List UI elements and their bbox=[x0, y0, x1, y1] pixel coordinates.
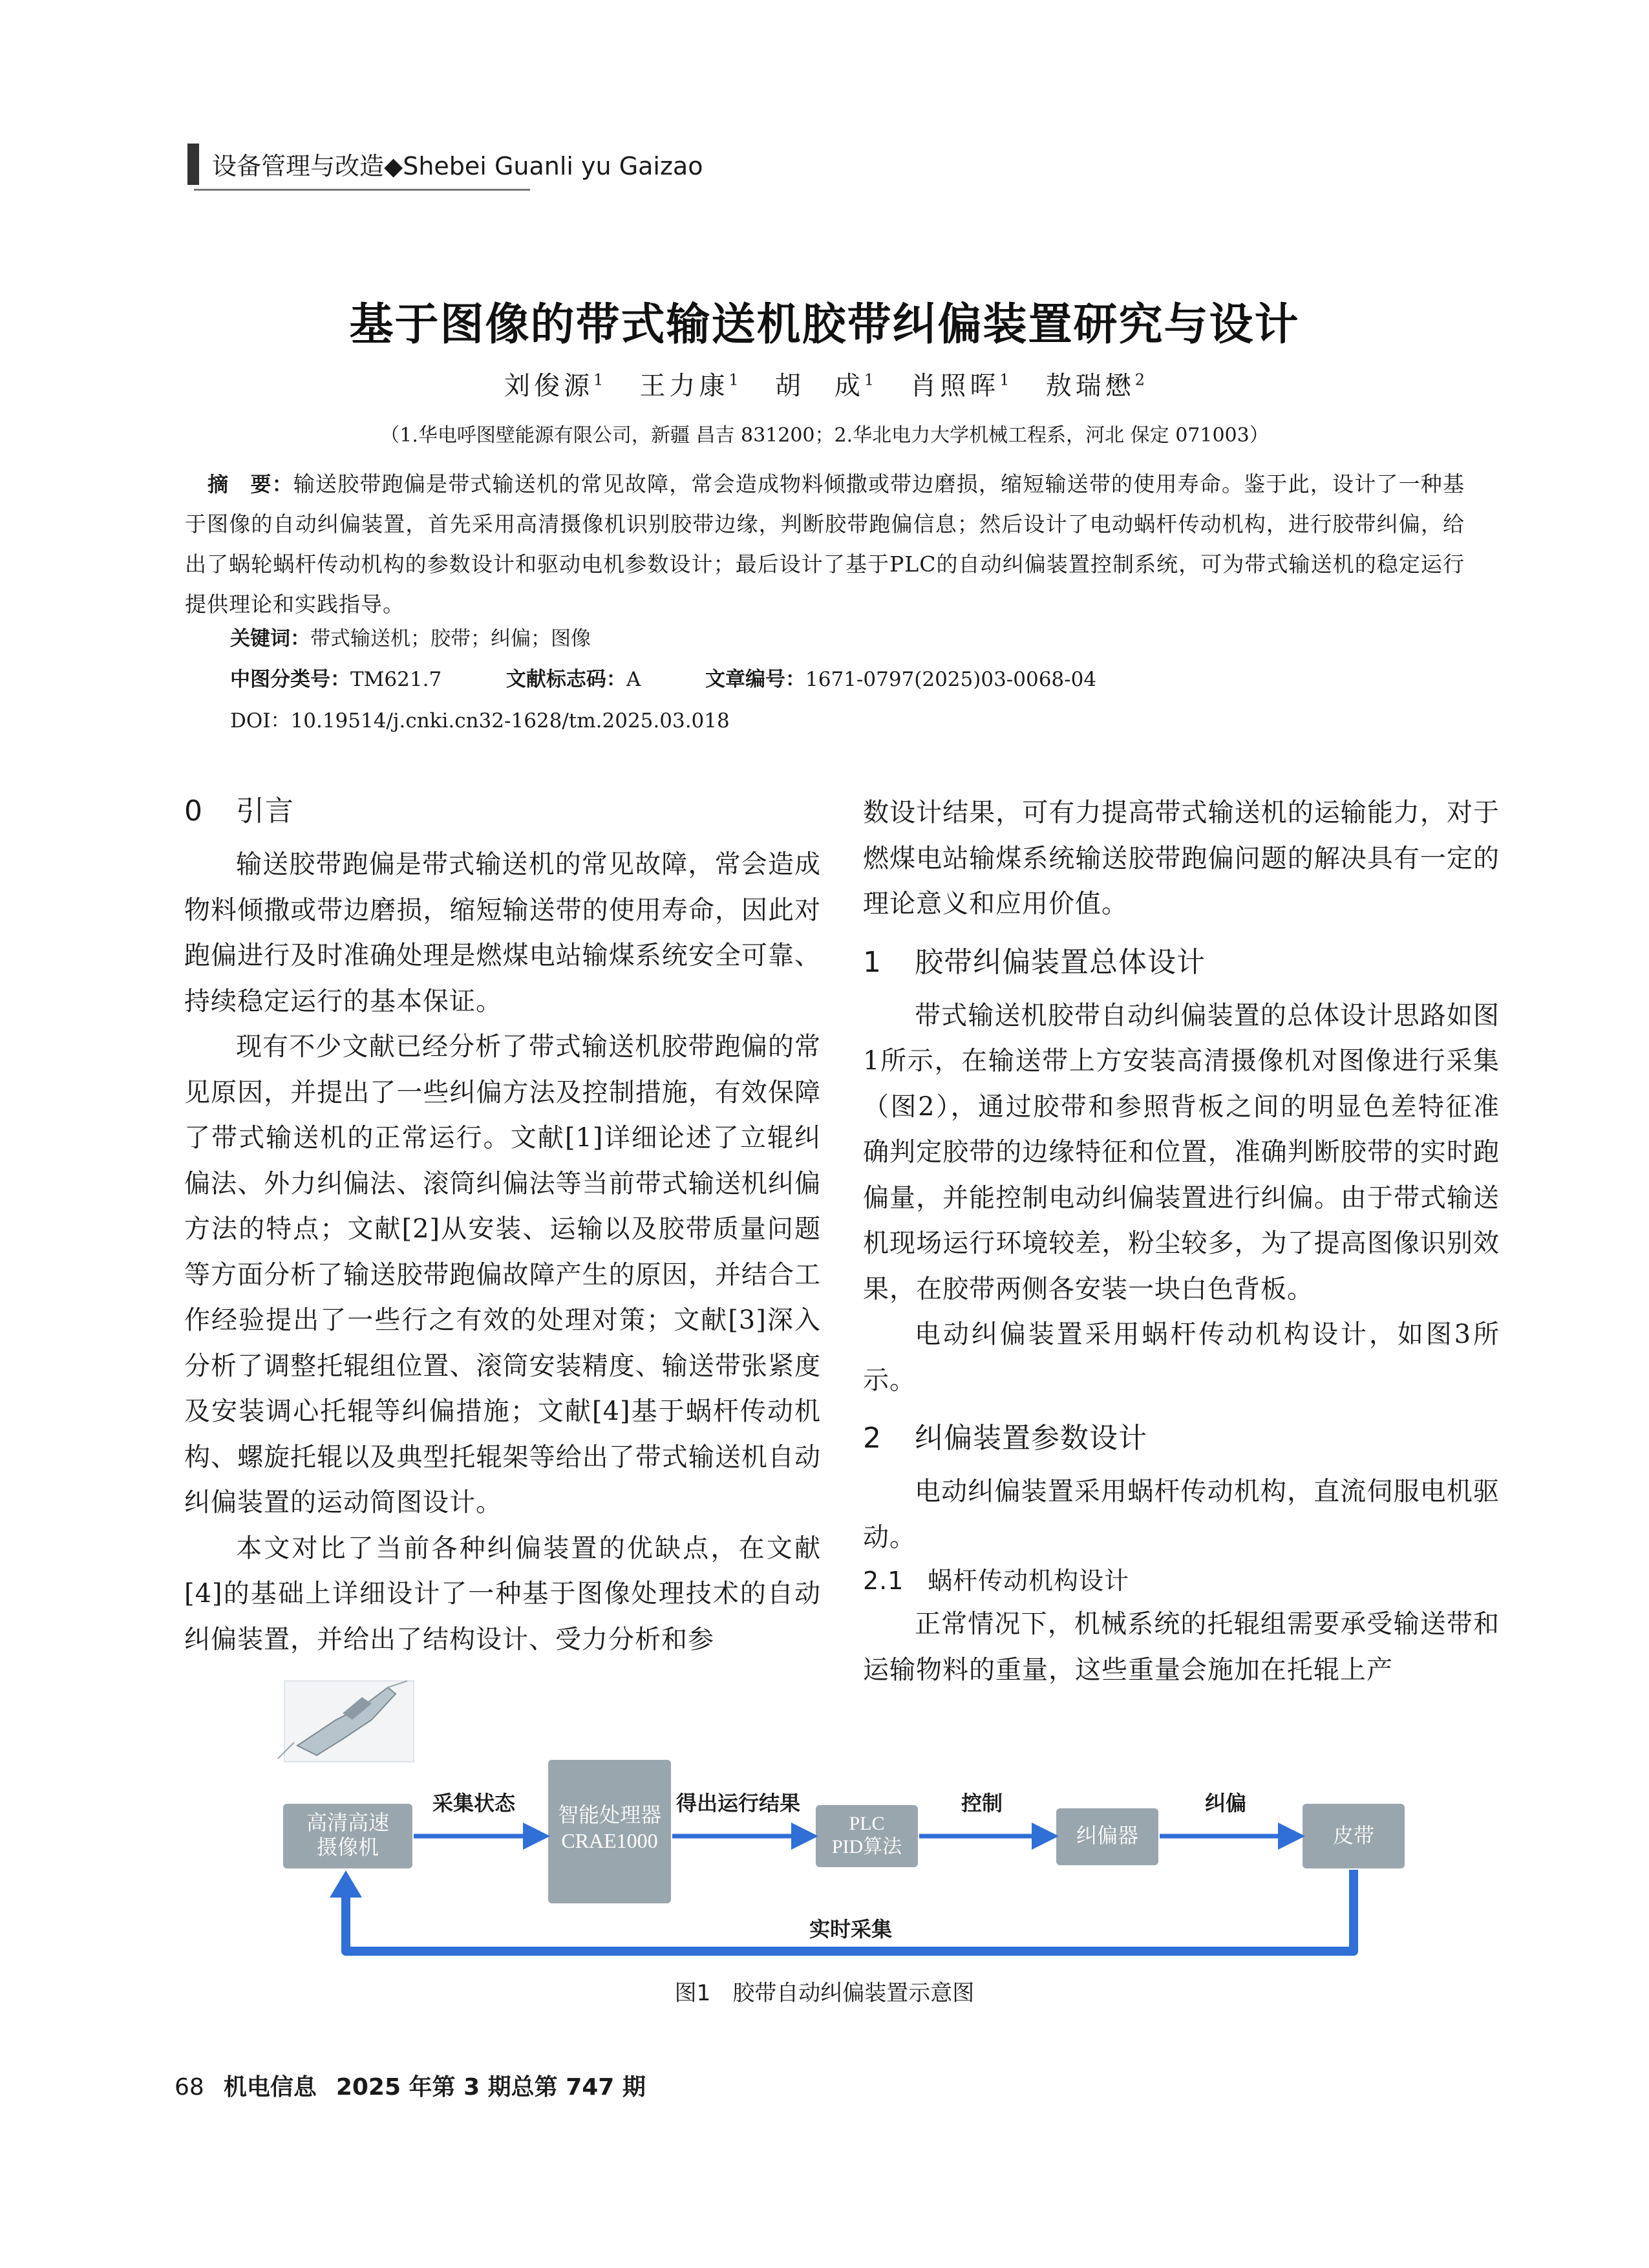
paragraph: 电动纠偏装置采用蜗杆传动机构设计，如图3所示。 bbox=[863, 1320, 1500, 1395]
section-number: 1 bbox=[863, 945, 882, 979]
clc-label: 中图分类号： bbox=[230, 668, 350, 691]
author-name: 王力康 bbox=[639, 371, 729, 401]
author-affil-mark: 1 bbox=[864, 370, 875, 389]
feedback-arrowhead bbox=[330, 1870, 362, 1898]
page-number: 68 bbox=[175, 2074, 204, 2101]
arrow-label: 实时采集 bbox=[809, 1918, 893, 1941]
header-rule bbox=[194, 189, 530, 191]
running-header: 设备管理与改造◆Shebei Guanli yu Gaizao bbox=[212, 152, 703, 180]
section-heading-0 bbox=[184, 790, 821, 833]
paragraph: 输送胶带跑偏是带式输送机的常见故障，常会造成物料倾撒或带边磨损，缩短输送带的使用寿命，因此对跑偏进行及时准确处理是燃煤电站输煤系统安全可靠、持续稳定运行的基本保证。 bbox=[184, 850, 821, 1016]
paragraph: 电动纠偏装置采用蜗杆传动机构，直流伺服电机驱动。 bbox=[863, 1477, 1500, 1552]
clc-value: TM621.7 bbox=[350, 668, 442, 691]
doi-line bbox=[230, 704, 730, 733]
author-affil-mark: 1 bbox=[729, 370, 739, 389]
camera-illustration bbox=[278, 1681, 414, 1762]
arrow-label: 得出运行结果 bbox=[676, 1792, 801, 1815]
paragraph: 带式输送机胶带自动纠偏装置的总体设计思路如图1所示，在输送带上方安装高清摄像机对图像进行采集（图2），通过胶带和参照背板之间的明显色差特征准确判定胶带的边缘特征和位置，准确判断胶带的实时跑偏量，并能控制电动纠偏装置进行纠偏。由于带式输送机现场运行环境较差，粉尘较多，为了提高图像识别效果，在胶带两侧各安装一块白色背板。 bbox=[863, 1000, 1500, 1304]
doi-label: DOI： bbox=[230, 709, 291, 733]
section-heading-1 bbox=[863, 941, 1500, 984]
article-number-value: 1671-0797(2025)03-0068-04 bbox=[805, 668, 1097, 691]
arrow-label: 采集状态 bbox=[432, 1792, 516, 1815]
plc-box-label: PID算法 bbox=[831, 1836, 902, 1857]
subsection-number: 2.1 bbox=[863, 1567, 904, 1595]
subsection-heading-2-1 bbox=[863, 1560, 1500, 1601]
author-affil-mark: 1 bbox=[593, 370, 604, 389]
author-affil-mark: 2 bbox=[1134, 370, 1145, 389]
keywords bbox=[230, 622, 591, 651]
header-bar bbox=[187, 144, 199, 185]
section-title: 胶带纠偏装置总体设计 bbox=[915, 945, 1206, 979]
right-column bbox=[863, 790, 1500, 1693]
section-number: 0 bbox=[184, 795, 203, 828]
page-footer bbox=[175, 2069, 646, 2102]
keywords-text: 带式输送机；胶带；纠偏；图像 bbox=[310, 627, 591, 650]
left-column bbox=[184, 790, 821, 1662]
plc-box-label: PLC bbox=[849, 1813, 885, 1834]
subsection-title: 蜗杆传动机构设计 bbox=[928, 1567, 1130, 1595]
doi-value: 10.19514/j.cnki.cn32-1628/tm.2025.03.018 bbox=[290, 709, 730, 733]
processor-box-label: CRAE1000 bbox=[561, 1829, 658, 1852]
belt-box-label: 皮带 bbox=[1332, 1824, 1375, 1847]
arrow-label: 纠偏 bbox=[1204, 1792, 1247, 1815]
doc-code-value: A bbox=[626, 668, 641, 691]
author-list bbox=[0, 365, 1649, 402]
abstract-text: 输送胶带跑偏是带式输送机的常见故障，常会造成物料倾撒或带边磨损，缩短输送带的使用寿命。鉴于此，设计了一种基于图像的自动纠偏装置，首先采用高清摄像机识别胶带边缘，判断胶带跑偏信息；然后设计了电动蜗杆传动机构，进行胶带纠偏，给出了蜗轮蜗杆传动机构的参数设计和驱动电机参数设计；最后设计了基于PLC的自动纠偏装置控制系统，可为带式输送机的稳定运行提供理论和实践指导。 bbox=[185, 471, 1465, 617]
paragraph: 数设计结果，可有力提高带式输送机的运输能力，对于燃煤电站输煤系统输送胶带跑偏问题的解决具有一定的理论意义和应用价值。 bbox=[863, 798, 1500, 919]
corrector-box-label: 纠偏器 bbox=[1076, 1824, 1139, 1847]
camera-box-label: 摄像机 bbox=[316, 1835, 379, 1859]
classification-line bbox=[230, 663, 1096, 692]
camera-box-label: 高清高速 bbox=[306, 1811, 390, 1834]
affiliation: （1.华电呼图壁能源有限公司，新疆 昌吉 831200；2.华北电力大学机械工程系，河北 保定 071003） bbox=[380, 424, 1269, 447]
abstract-label: 摘 要： bbox=[207, 472, 293, 497]
paragraph: 本文对比了当前各种纠偏装置的优缺点，在文献[4]的基础上详细设计了一种基于图像处理技术的自动纠偏装置，并给出了结构设计、受力分析和参 bbox=[184, 1533, 821, 1654]
article-number-label: 文章编号： bbox=[705, 668, 805, 691]
doc-code-label: 文献标志码： bbox=[505, 668, 626, 691]
keywords-label: 关键词： bbox=[230, 627, 310, 650]
section-heading-2 bbox=[863, 1417, 1500, 1460]
section-number: 2 bbox=[863, 1422, 882, 1455]
figure-1-diagram bbox=[0, 1668, 1649, 1972]
author-affil-mark: 1 bbox=[999, 370, 1010, 389]
issue-info: 2025 年第 3 期总第 747 期 bbox=[335, 2074, 646, 2101]
figure-caption: 图1 胶带自动纠偏装置示意图 bbox=[674, 1980, 975, 2006]
paragraph: 现有不少文献已经分析了带式输送机胶带跑偏的常见原因，并提出了一些纠偏方法及控制措施，有效保障了带式输送机的正常运行。文献[1]详细论述了立辊纠偏法、外力纠偏法、滚筒纠偏法等当前带式输送机纠偏方法的特点；文献[2]从安装、运输以及胶带质量问题等方面分析了输送胶带跑偏故障产生的原因，并结合工作经验提出了一些行之有效的处理对策；文献[3]深入分析了调整托辊组位置、滚筒安装精度、输送带张紧度及安装调心托辊等纠偏措施；文献[4]基于蜗杆传动机构、螺旋托辊以及典型托辊架等给出了带式输送机自动纠偏装置的运动简图设计。 bbox=[184, 1032, 821, 1517]
paper-title: 基于图像的带式输送机胶带纠偏装置研究与设计 bbox=[349, 299, 1300, 350]
processor-box-label: 智能处理器 bbox=[557, 1803, 662, 1826]
author-name: 刘俊源 bbox=[504, 371, 593, 401]
section-title: 纠偏装置参数设计 bbox=[915, 1422, 1147, 1455]
author-name: 敖瑞懋 bbox=[1045, 371, 1135, 401]
author-name: 肖照晖 bbox=[910, 371, 1000, 401]
abstract bbox=[185, 464, 1465, 625]
arrow-label: 控制 bbox=[961, 1792, 1003, 1815]
section-title: 引言 bbox=[236, 795, 294, 828]
journal-name: 机电信息 bbox=[223, 2074, 317, 2101]
paragraph: 正常情况下，机械系统的托辊组需要承受输送带和运输物料的重量，这些重量会施加在托辊上产 bbox=[863, 1609, 1500, 1685]
author-name: 胡 成 bbox=[774, 371, 864, 401]
